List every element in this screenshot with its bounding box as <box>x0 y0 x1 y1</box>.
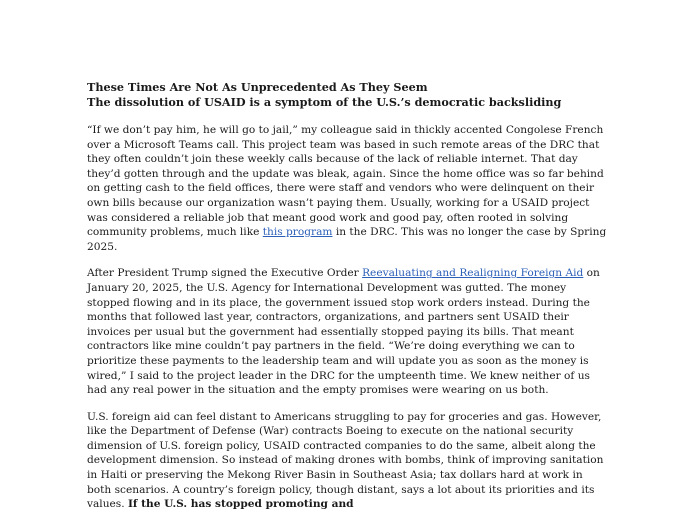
spacer <box>87 110 607 123</box>
paragraph-text: in the DRC. This was no longer the case by Spring 2025. <box>87 226 607 253</box>
paragraph-3 <box>87 410 607 512</box>
article-title: These Times Are Not As Unprecedented As They Seem <box>87 80 428 94</box>
paragraph-text: U.S. foreign aid can feel distant to Americans struggling to pay for groceries and gas. However, like the Department of Defense (War) contracts Boeing to execute on the national security dimension of U.S. foreign policy, USAID contracted companies to do the same, albeit along the development dimension. So instead of making drones with bombs, think of improving sanitation in Haiti or preserving the Mekong River Basin in Southeast Asia; tax dollars hard at work in both scenarios. A country’s foreign policy, though distant, says a lot about its priorities and its values. <box>87 410 604 511</box>
paragraph-text: “If we don’t pay him, he will go to jail,” my colleague said in thickly accented Congolese French over a Microsoft Teams call. This project team was based in such remote areas of the DRC that they often couldn’t join these weekly calls because of the lack of reliable internet. That day they’d gotten through and the update was bleak, again. Since the home office was so far behind on getting cash to the field offices, there were staff and vendors who were delinquent on their own bills because our organization wasn’t paying them. Usually, working for a USAID project was considered a reliable job that meant good work and good pay, often rooted in solving community problems, much like <box>87 124 604 239</box>
article-subtitle: The dissolution of USAID is a symptom of the U.S.’s democratic backsliding <box>87 95 562 109</box>
executive-order-link[interactable]: Reevaluating and Realigning Foreign Aid <box>362 267 584 280</box>
spacer <box>87 254 607 266</box>
spacer <box>87 398 607 410</box>
paragraph-text: After President Trump signed the Executive Order <box>87 267 363 280</box>
bold-emphasis-text: If the U.S. has stopped promoting and <box>127 498 354 511</box>
paragraph-2 <box>87 266 607 397</box>
paragraph-1 <box>87 123 607 254</box>
this-program-link[interactable]: this program <box>262 226 333 239</box>
paragraph-text: on January 20, 2025, the U.S. Agency for International Development was gutted. The money stopped flowing and in its place, the government issued stop work orders instead. During the months that followed last year, contractors, organizations, and partners sent USAID their invoices per usual but the government had essentially stopped paying its bills. That meant contractors like mine couldn’t pay partners in the field. “We’re doing everything we can to prioritize these payments to the leadership team and will update you as soon as the money is wired,” I said to the project leader in the DRC for the umpteenth time. We knew neither of us had any real power in the situation and the empty promises were wearing on us both. <box>87 267 600 397</box>
article-body <box>87 80 607 512</box>
